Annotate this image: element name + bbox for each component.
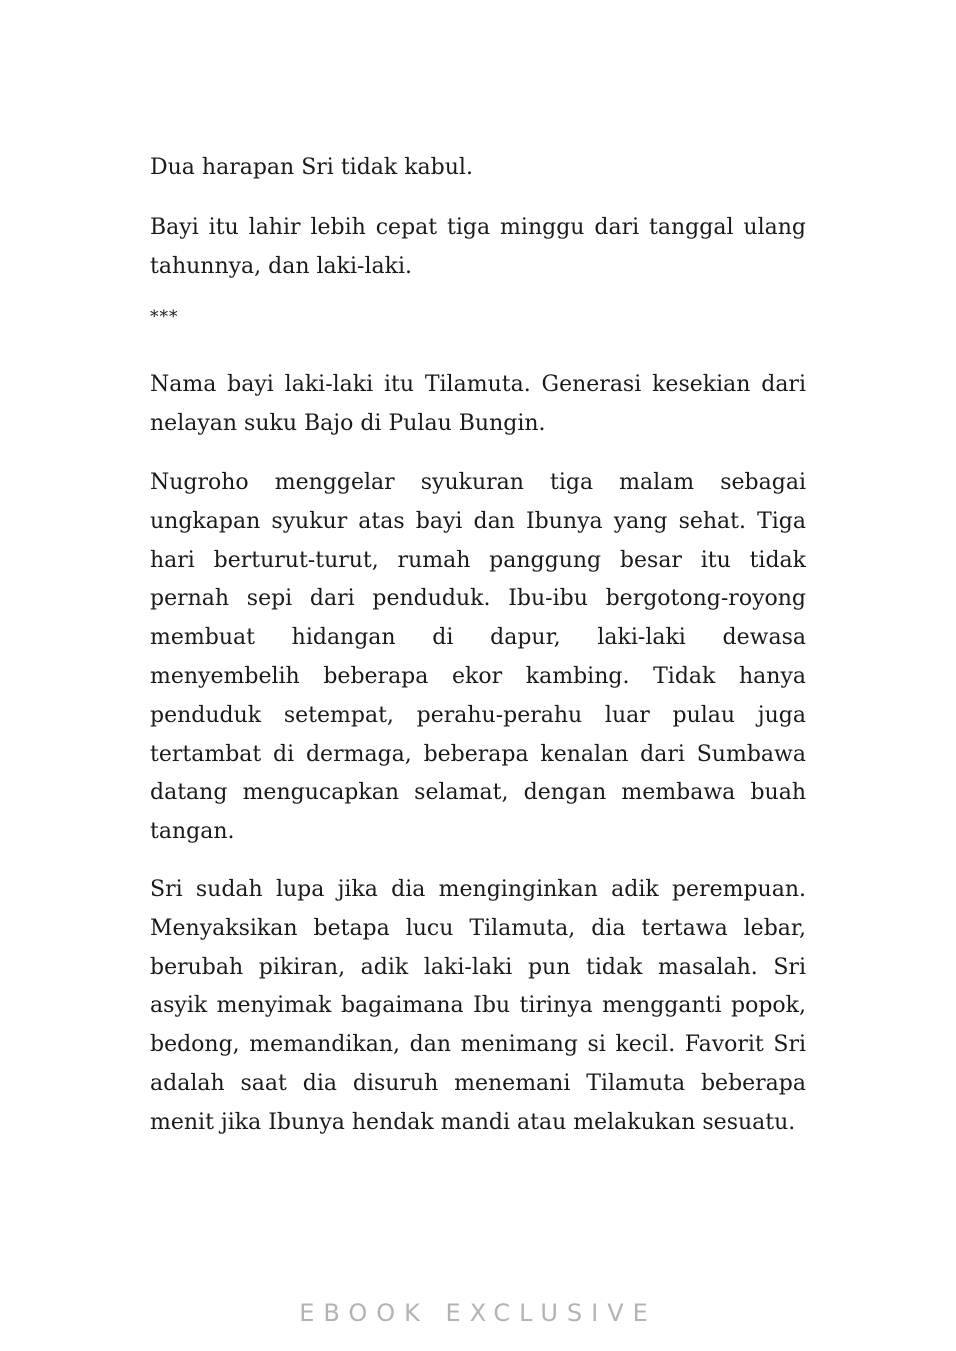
paragraph-3: Nama bayi laki-laki itu Tilamuta. Generasi kesekian dari nelayan suku Bajo di Pulau Bungin. [150, 372, 806, 436]
paragraph-1: Dua harapan Sri tidak kabul. [150, 155, 473, 180]
section-separator: *** [150, 307, 179, 327]
paragraph-5: Sri sudah lupa jika dia menginginkan adik perempuan. Menyaksikan betapa lucu Tilamuta, dia tertawa lebar, berubah pikiran, adik laki-laki pun tidak masalah. Sri asyik menyimak bagaimana Ibu tirinya mengganti popok, bedong, memandikan, dan menimang si kecil. Favorit Sri adalah saat dia disuruh menemani Tilamuta beberapa menit jika Ibunya hendak mandi atau melakukan sesuatu. [150, 877, 806, 1135]
paragraph-4: Nugroho menggelar syukuran tiga malam sebagai ungkapan syukur atas bayi dan Ibunya yang sehat. Tiga hari berturut-turut, rumah panggung besar itu tidak pernah sepi dari penduduk. Ibu-ibu bergotong-royong membuat hidangan di dapur, laki-laki dewasa menyembelih beberapa ekor kambing. Tidak hanya penduduk setempat, perahu-perahu luar pulau juga tertambat di dermaga, beberapa kenalan dari Sumbawa datang mengucapkan selamat, dengan membawa buah tangan. [150, 470, 806, 845]
paragraph-2: Bayi itu lahir lebih cepat tiga minggu dari tanggal ulang tahunnya, dan laki-laki. [150, 215, 806, 279]
ebook-exclusive-footer: EBOOK EXCLUSIVE [299, 1299, 657, 1327]
